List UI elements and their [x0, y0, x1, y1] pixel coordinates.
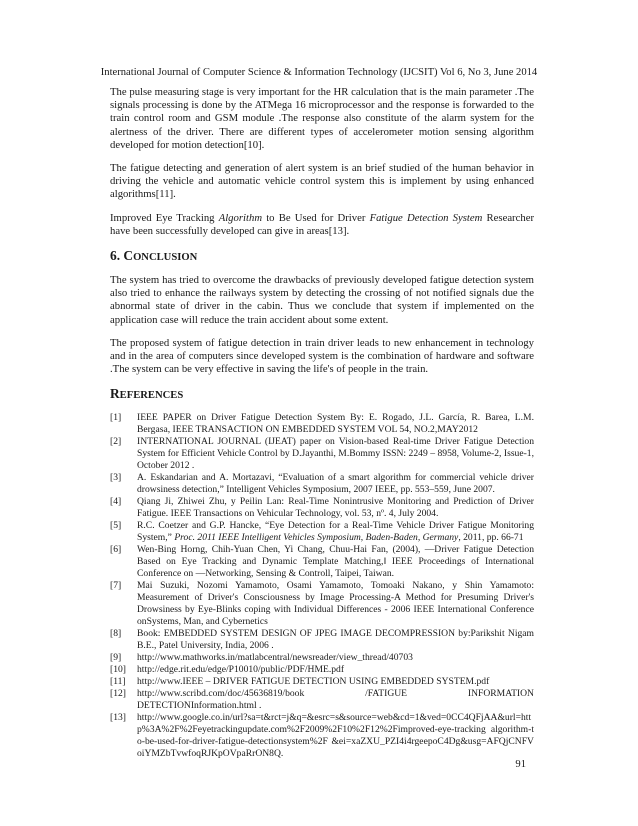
reference-number: [5] [110, 520, 122, 532]
reference-text: , 2011, pp. 66-71 [458, 532, 524, 544]
reference-item [110, 628, 534, 652]
reference-item [110, 664, 534, 676]
reference-number: [9] [110, 652, 122, 664]
reference-number: [6] [110, 544, 122, 556]
reference-number: [12] [110, 688, 126, 700]
text-run: to Be Used for Driver [262, 211, 370, 224]
italic-text-run: Fatigue Detection System [369, 211, 483, 224]
body-paragraph: The pulse measuring stage is very important for the HR calculation that is the main parameter .The signals processing is done by the ATMega 16 microprocessor and the response is forwarded to the train control room and GSM module .The response also constitute of the alarm system for the alertness of the driver. There are different types of accelerometer motion sensing algorithm developed for motion detection[10]. [110, 86, 534, 151]
reference-item [110, 520, 534, 544]
reference-text: IEEE PAPER on Driver Fatigue Detection System By: E. Rogado, J.L. García, R. Barea, L.M. Bergasa, IEEE TRANSACTION ON EMBEDDED SYSTEM VOL 54, NO.2,MAY2012 [137, 412, 534, 436]
reference-link: http://www.mathworks.in/matlabcentral/newsreader/view_thread/40703 [137, 652, 413, 664]
reference-item [110, 412, 534, 436]
section-heading-conclusion [110, 248, 534, 266]
page-body [110, 86, 534, 760]
reference-number: [1] [110, 412, 122, 424]
reference-number: [10] [110, 664, 126, 676]
italic-text-run: Algorithm [218, 211, 263, 224]
reference-link: http://www.google.co.in/url?sa=t&rct=j&q=&esrc=s&source=web&cd=1&ved=0CC4QFjAA&url=http%3A%2F%2Feyetrackingupdate.com%2F2009%2F10%2F12%2Fimproved-eye-tracking algorithm-to-be-used-for-driver-fatigue-detectionsystem%2F &ei=xaZXU_PZI4i4rgeepoC4Dg&usg=AFQjCNFVoiYMZbTvwfoqRJKpOVpaRrON8Q. [137, 712, 534, 760]
body-paragraph: The proposed system of fatigue detection in train driver leads to new enhancement in technology and in the area of computers since developed system is the combination of hardware and software .The system can be very effective in saving the life's of people in the train. [110, 336, 534, 376]
reference-item [110, 580, 534, 628]
page-number: 91 [515, 759, 526, 770]
reference-link: http://edge.rit.edu/edge/P10010/public/PDF/HME.pdf [137, 664, 345, 676]
reference-number: [11] [110, 676, 126, 688]
reference-italic-text: Proc. 2011 IEEE Intelligent Vehicles Symposium, Baden-Baden, Germany [174, 532, 459, 544]
reference-text: A. Eskandarian and A. Mortazavi, “Evaluation of a smart algorithm for commercial vehicle driver drowsiness detection,” Intelligent Vehicles Symposium, 2007 IEEE, pp. 553–559, June 2007. [137, 472, 534, 496]
reference-item [110, 712, 534, 760]
running-header: International Journal of Computer Science & Information Technology (IJCSIT) Vol 6, No 3, June 2014 [100, 67, 538, 78]
reference-item [110, 544, 534, 580]
reference-list [110, 412, 534, 760]
reference-text: R.C. Coetzer and G.P. Hancke, “Eye Detection for a Real-Time Vehicle Driver Fatigue Monitoring System,” [137, 520, 534, 544]
heading-text: EFERENCES [119, 390, 184, 402]
reference-item [110, 652, 534, 664]
reference-text: Mai Suzuki, Nozomi Yamamoto, Osami Yamamoto, Tomoaki Nakano, y Shin Yamamoto: Measurement of Driver's Consciousness by Image Processing-A Method for Presuming Driver's Drowsiness by Eye-Blinks coping with Individual Differences - 2006 IEEE International Conference onSystems, Man, and Cybernetics [137, 580, 534, 628]
heading-initial: R [110, 386, 120, 402]
text-run: Researcher have been successfully developed can give in areas[13]. [110, 211, 535, 237]
reference-number: [2] [110, 436, 122, 448]
reference-text: Qiang Ji, Zhiwei Zhu, y Peilin Lan: Real-Time Nonintrusive Monitoring and Prediction of Driver Fatigue. IEEE Transactions on Vehicular Technology, vol. 53, nº. 4, July 2004. [137, 496, 534, 520]
body-paragraph: The fatigue detecting and generation of alert system is an brief studied of the human behavior in driving the vehicle and automatic vehicle control system this is implement by using enhanced algorithms[11]. [110, 162, 534, 201]
reference-number: [13] [110, 712, 126, 724]
reference-number: [7] [110, 580, 122, 592]
reference-text: INTERNATIONAL JOURNAL (IJEAT) paper on Vision-based Real-time Driver Fatigue Detection System for Efficient Vehicle Control by D.Jayanthi, M.Bommy ISSN: 2249 – 8958, Volume-2, Issue-1, October 2012 . [137, 436, 534, 472]
text-run: Improved Eye Tracking [110, 211, 219, 224]
reference-text: Wen-Bing Horng, Chih-Yuan Chen, Yi Chang, Chuu-Hai Fan, (2004), ―Driver Fatigue Detection Based on Eye Tracking and Dynamic Template Matching,‖ IEEE Proceedings of International Conference on ―Networking, Sensing & Controll, Taipei, Taiwan. [137, 544, 534, 580]
reference-text: Book: EMBEDDED SYSTEM DESIGN OF JPEG IMAGE DECOMPRESSION by:Parikshit Nigam B.E., Patel University, India, 2006 . [137, 628, 534, 652]
reference-item [110, 436, 534, 472]
reference-item [110, 472, 534, 496]
section-heading-references [110, 386, 534, 404]
body-paragraph [110, 212, 534, 238]
reference-item [110, 688, 534, 712]
heading-text: ONCLUSION [133, 252, 198, 264]
reference-link: http://www.scribd.com/doc/45636819/book /FATIGUE INFORMATION DETECTIONInformation.html . [137, 688, 534, 712]
heading-number: 6. C [110, 248, 134, 264]
reference-item [110, 676, 534, 688]
reference-item [110, 496, 534, 520]
reference-number: [4] [110, 496, 122, 508]
body-paragraph: The system has tried to overcome the drawbacks of previously developed fatigue detection system also tried to enhance the railways system by detecting the crossing of not notified signals due the abnormal state of driver in the cabin. Thus we conclude that system if implemented on the application case will reduce the train accident about some extent. [110, 274, 534, 326]
reference-number: [3] [110, 472, 122, 484]
reference-link: http://www.IEEE – DRIVER FATIGUE DETECTION USING EMBEDDED SYSTEM.pdf [137, 676, 490, 688]
reference-number: [8] [110, 628, 122, 640]
